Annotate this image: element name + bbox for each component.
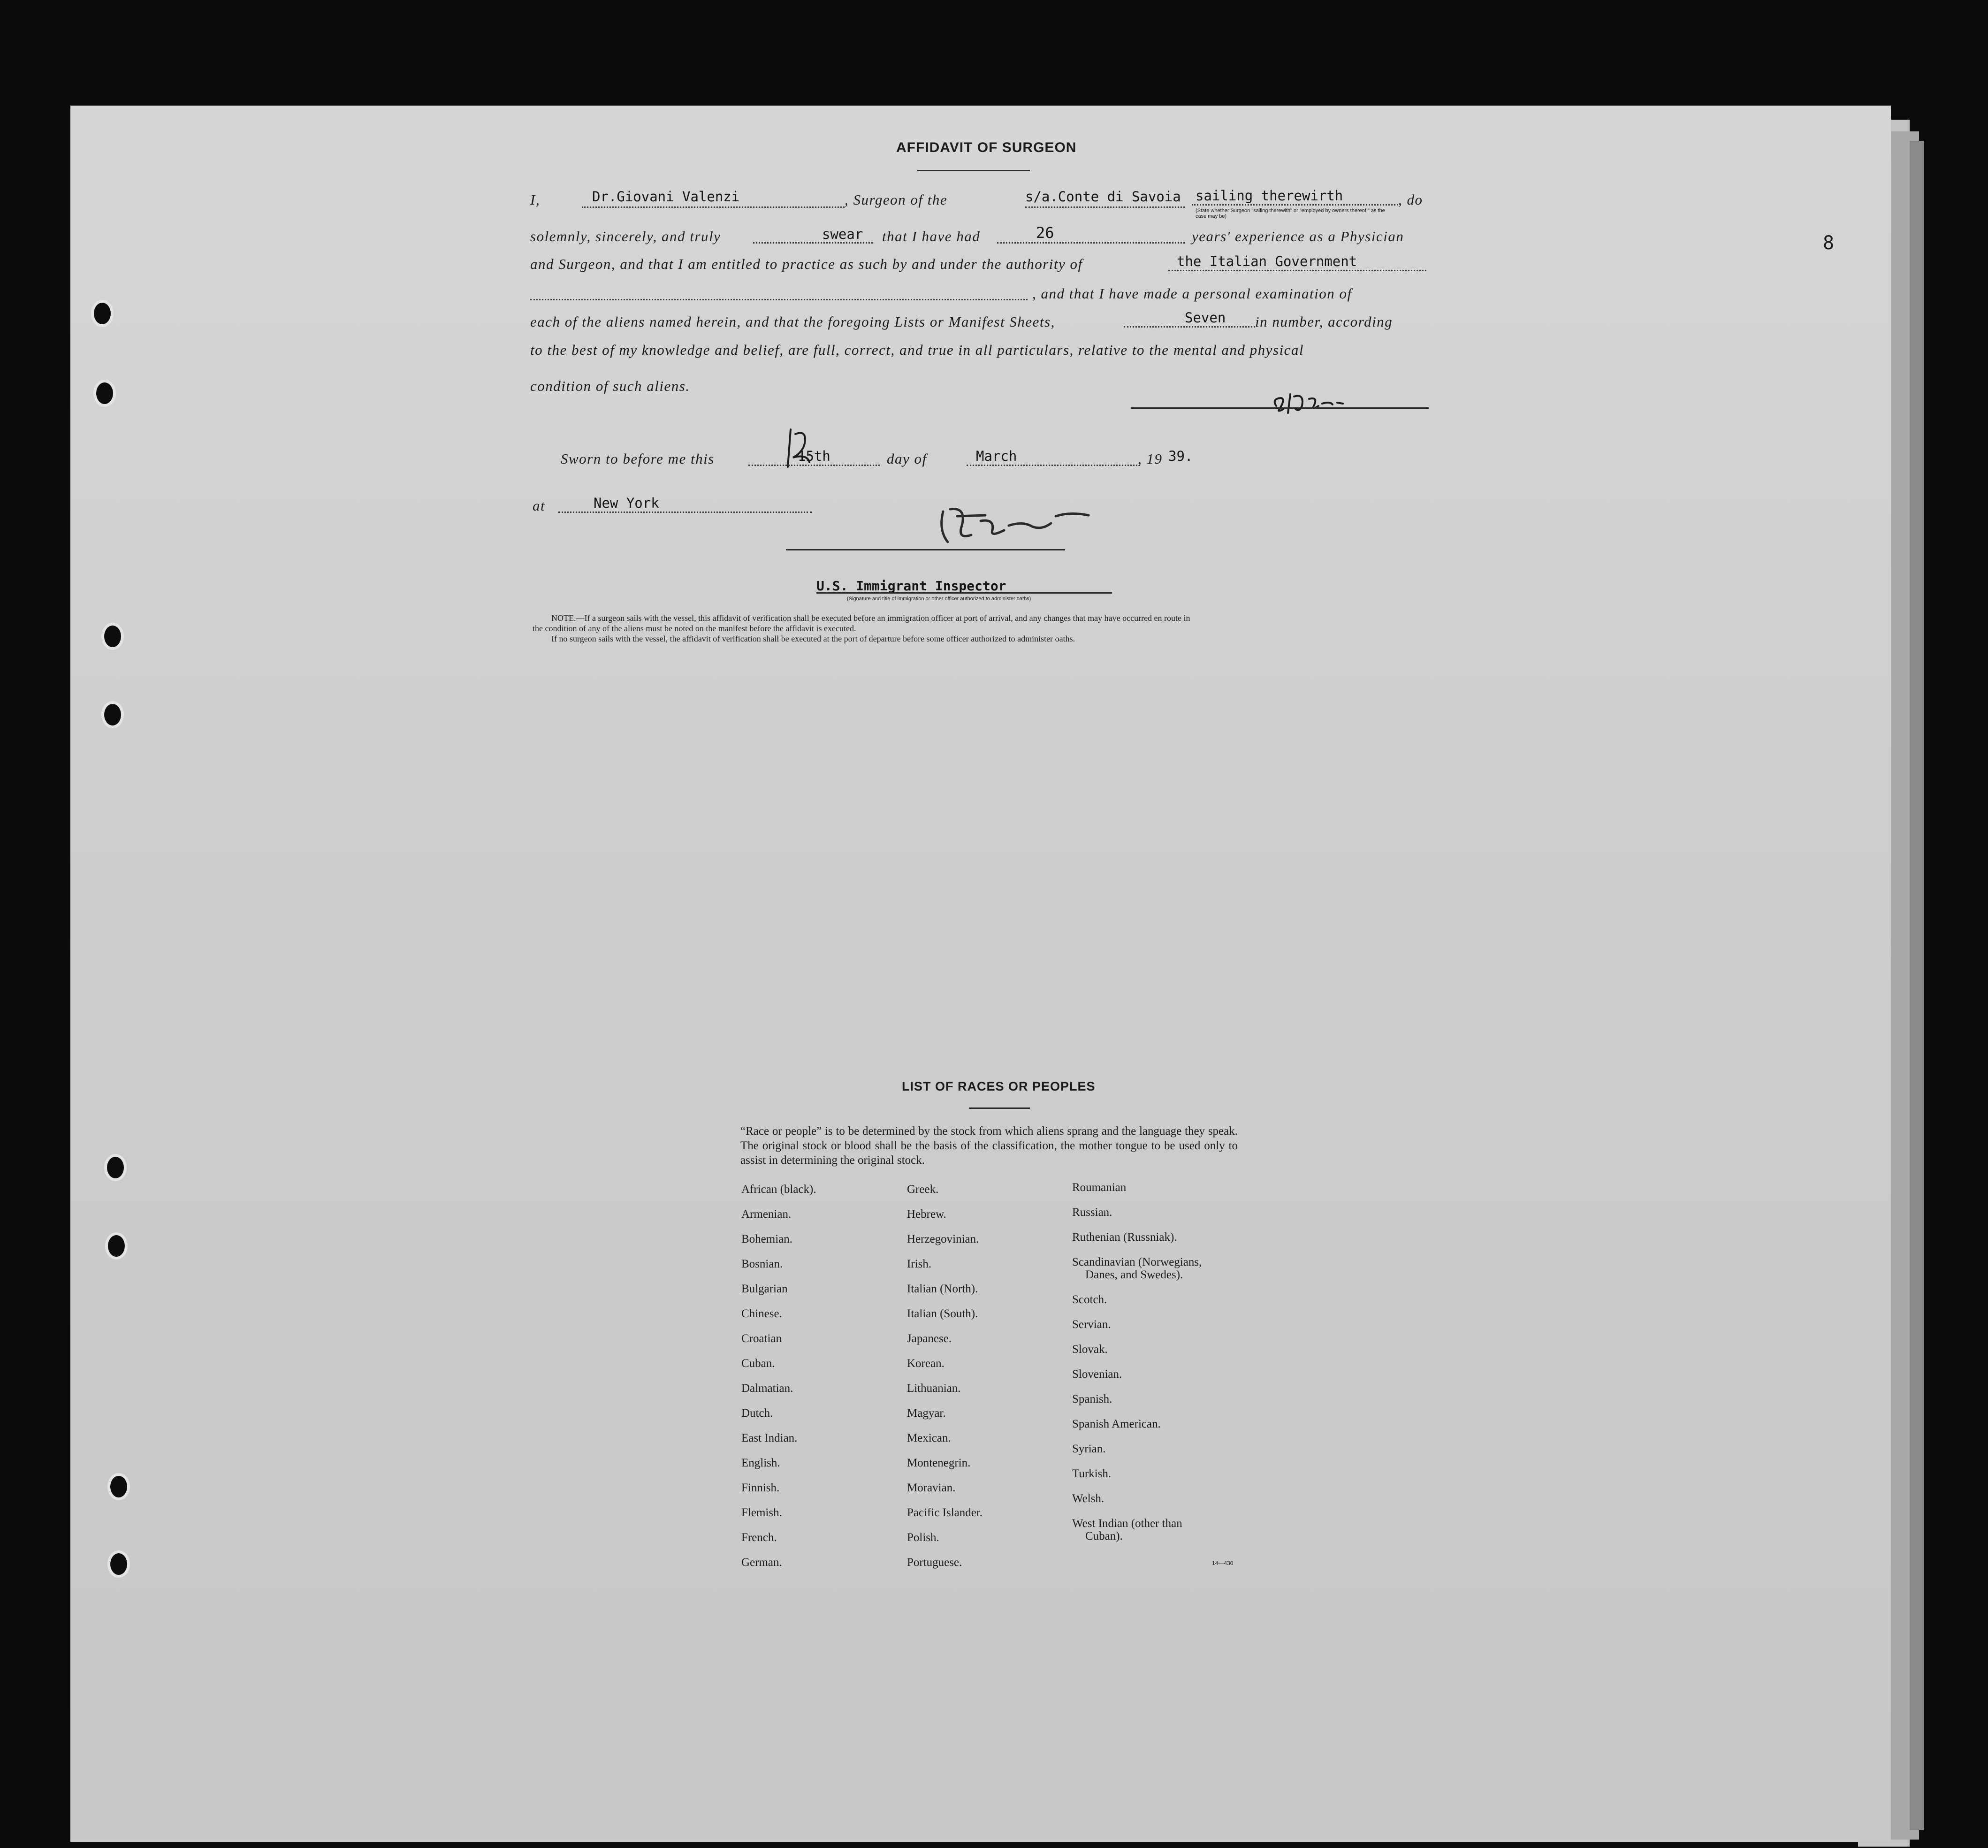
inspector-title: U.S. Immigrant Inspector bbox=[816, 578, 1006, 594]
dotted-line bbox=[1124, 326, 1255, 328]
race-item: Slovak. bbox=[1072, 1343, 1108, 1356]
affidavit-line-3: and Surgeon, and that I am entitled to practice as such by and under the authority of bbox=[530, 256, 1083, 272]
race-item: Bulgarian bbox=[741, 1283, 788, 1295]
sworn-day-label: day of bbox=[887, 451, 927, 467]
inspector-title-note: (Signature and title of immigration or other officer authorized to administer oaths) bbox=[847, 596, 1031, 602]
race-item: Italian (North). bbox=[907, 1283, 978, 1295]
race-item: Portuguese. bbox=[907, 1556, 962, 1569]
dotted-line bbox=[1168, 270, 1426, 271]
affidavit-line-2-mid: that I have had bbox=[882, 228, 981, 244]
title-rule bbox=[917, 170, 1030, 171]
race-item: Italian (South). bbox=[907, 1307, 978, 1320]
affidavit-line-4: , and that I have made a personal examination of bbox=[1032, 285, 1352, 302]
affidavit-line-7: condition of such aliens. bbox=[530, 378, 690, 394]
race-item: Polish. bbox=[907, 1531, 939, 1544]
race-item: Welsh. bbox=[1072, 1492, 1104, 1505]
affidavit-note-2: the condition of any of the aliens must be noted on the manifest before the affidavit is executed. bbox=[533, 624, 856, 633]
race-item: Korean. bbox=[907, 1357, 944, 1370]
sworn-place-field: New York bbox=[594, 495, 659, 511]
capacity-field: sailing therewirth bbox=[1196, 188, 1343, 204]
race-item: Lithuanian. bbox=[907, 1382, 961, 1395]
years-field: 26 bbox=[1036, 224, 1054, 242]
race-item: Danes, and Swedes). bbox=[1085, 1268, 1183, 1281]
inspector-signature bbox=[929, 497, 1107, 554]
binder-hole bbox=[108, 1235, 125, 1257]
race-item: Moravian. bbox=[907, 1481, 956, 1494]
authority-field: the Italian Government bbox=[1177, 253, 1357, 269]
race-item: German. bbox=[741, 1556, 782, 1569]
race-item: Dutch. bbox=[741, 1407, 773, 1420]
race-item: East Indian. bbox=[741, 1432, 798, 1444]
race-item: Magyar. bbox=[907, 1407, 946, 1420]
affidavit-line-6: to the best of my knowledge and belief, are full, correct, and true in all particulars, relative to the mental and physical bbox=[530, 342, 1304, 358]
race-item: Irish. bbox=[907, 1258, 932, 1270]
binder-hole bbox=[107, 1157, 124, 1178]
dotted-line bbox=[558, 512, 812, 513]
race-item: Syrian. bbox=[1072, 1443, 1106, 1455]
dotted-line bbox=[753, 242, 873, 244]
binder-hole bbox=[104, 626, 121, 647]
back-sheet bbox=[1910, 141, 1924, 1830]
races-title: LIST OF RACES OR PEOPLES bbox=[902, 1079, 1096, 1093]
affidavit-note-3: If no surgeon sails with the vessel, the affidavit of verification shall be executed at the port of departure before some officer authorized to administer oaths. bbox=[551, 634, 1075, 643]
dotted-line bbox=[1025, 206, 1185, 208]
race-item: African (black). bbox=[741, 1183, 816, 1196]
race-item: Montenegrin. bbox=[907, 1457, 971, 1469]
sheets-count-field: Seven bbox=[1185, 310, 1226, 326]
affidavit-line-2-end: years' experience as a Physician bbox=[1192, 228, 1404, 244]
race-item: Spanish. bbox=[1072, 1393, 1112, 1405]
dotted-line bbox=[997, 242, 1185, 244]
race-item: English. bbox=[741, 1457, 780, 1469]
binder-hole bbox=[110, 1553, 127, 1575]
races-intro: “Race or people” is to be determined by the stock from which aliens sprang and the language they speak. The original stock or blood shall be the basis of the classification, the mother tongue to be used only to assist in determining the original stock. bbox=[740, 1125, 1238, 1167]
affidavit-line-5-start: each of the aliens named herein, and that the foregoing Lists or Manifest Sheets, bbox=[530, 313, 1055, 330]
sworn-year-field: 39. bbox=[1168, 448, 1193, 464]
surgeon-signature bbox=[1267, 380, 1389, 422]
affidavit-line-1-mid: , Surgeon of the bbox=[845, 191, 948, 208]
dotted-line bbox=[582, 206, 845, 208]
race-item: Turkish. bbox=[1072, 1467, 1112, 1480]
race-item: Ruthenian (Russniak). bbox=[1072, 1231, 1177, 1244]
oath-type-field: swear bbox=[822, 226, 863, 242]
dotted-line bbox=[967, 465, 1140, 466]
dotted-line bbox=[530, 299, 1028, 300]
surgeon-name-field: Dr.Giovani Valenzi bbox=[592, 189, 740, 205]
surgeon-signature-line bbox=[1131, 407, 1429, 409]
sworn-day-field: 15th bbox=[798, 448, 830, 464]
binder-hole bbox=[94, 303, 111, 324]
race-item: Roumanian bbox=[1072, 1181, 1127, 1194]
race-item: Servian. bbox=[1072, 1318, 1111, 1331]
sworn-prefix: Sworn to before me this bbox=[561, 451, 715, 467]
race-item: Flemish. bbox=[741, 1506, 782, 1519]
race-item: Scotch. bbox=[1072, 1293, 1107, 1306]
document-page bbox=[70, 106, 1891, 1842]
page-number: 8 bbox=[1823, 232, 1835, 254]
races-title-rule bbox=[969, 1107, 1030, 1109]
race-item: Russian. bbox=[1072, 1206, 1112, 1219]
race-item: Hebrew. bbox=[907, 1208, 946, 1221]
race-item: Bohemian. bbox=[741, 1233, 793, 1245]
affidavit-line-1-start: I, bbox=[530, 191, 541, 208]
race-item: Pacific Islander. bbox=[907, 1506, 983, 1519]
race-item: Cuban. bbox=[741, 1357, 775, 1370]
race-item: Croatian bbox=[741, 1332, 782, 1345]
binder-hole bbox=[104, 704, 121, 725]
race-item: Spanish American. bbox=[1072, 1418, 1161, 1430]
race-item: Bosnian. bbox=[741, 1258, 783, 1270]
dotted-line bbox=[748, 465, 880, 466]
inspector-title-line bbox=[816, 592, 1112, 594]
inspector-signature-line bbox=[786, 549, 1065, 550]
affidavit-note-1: NOTE.—If a surgeon sails with the vessel, this affidavit of verification shall be executed before an immigration officer at port of arrival, and any changes that may have occurred en route in bbox=[551, 613, 1190, 623]
race-item: Mexican. bbox=[907, 1432, 951, 1444]
race-item: Japanese. bbox=[907, 1332, 952, 1345]
sworn-at-label: at bbox=[533, 497, 546, 514]
race-item: Dalmatian. bbox=[741, 1382, 793, 1395]
affidavit-line-1-end: , do bbox=[1398, 191, 1423, 208]
race-item: Herzegovinian. bbox=[907, 1233, 979, 1245]
binder-hole bbox=[96, 382, 113, 404]
dotted-line bbox=[1192, 204, 1398, 206]
form-number: 14—430 bbox=[1212, 1560, 1234, 1566]
binder-hole bbox=[110, 1476, 127, 1497]
race-item: French. bbox=[741, 1531, 777, 1544]
race-item: Armenian. bbox=[741, 1208, 792, 1221]
race-item: West Indian (other than bbox=[1072, 1517, 1182, 1530]
affidavit-line-5-end: in number, according bbox=[1255, 313, 1393, 330]
affidavit-title: AFFIDAVIT OF SURGEON bbox=[896, 140, 1077, 155]
capacity-note bbox=[1196, 208, 1393, 219]
race-item: Scandinavian (Norwegians, bbox=[1072, 1256, 1202, 1268]
race-item: Chinese. bbox=[741, 1307, 782, 1320]
vessel-field: s/a.Conte di Savoia bbox=[1025, 189, 1181, 205]
race-item: Cuban). bbox=[1085, 1530, 1123, 1543]
race-item: Slovenian. bbox=[1072, 1368, 1122, 1381]
race-item: Finnish. bbox=[741, 1481, 780, 1494]
affidavit-line-2-start: solemnly, sincerely, and truly bbox=[530, 228, 721, 244]
race-item: Greek. bbox=[907, 1183, 939, 1196]
sworn-month-field: March bbox=[976, 448, 1017, 464]
capacity-note-text: (State whether Surgeon "sailing therewith" or "employed by owners thereof," as the case may be) bbox=[1196, 208, 1385, 219]
sworn-year-prefix: , 19 bbox=[1138, 451, 1163, 467]
